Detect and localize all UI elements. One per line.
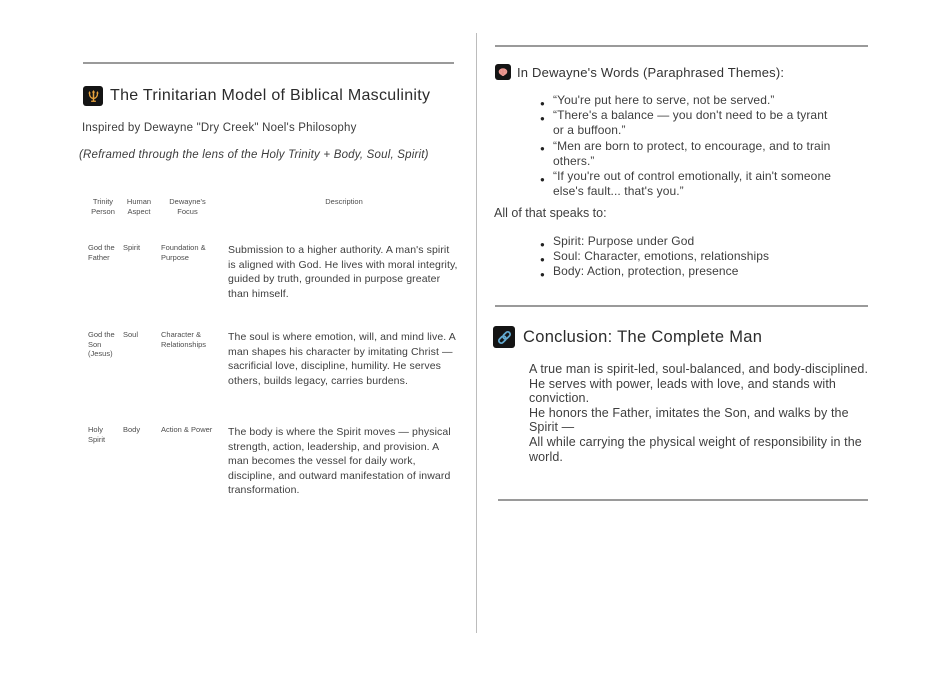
horizontal-rule [495,45,868,47]
conclusion-line: He serves with power, leads with love, and stands with conviction. [529,376,836,406]
cell-trinity-person: Holy Spirit [88,425,106,444]
table-header-row [88,197,460,216]
quotes-list [495,93,835,199]
cell-dewaynes-focus: Character & Relationships [161,330,207,349]
cell-description: The soul is where emotion, will, and mind live. A man shapes his character by imitating Christ — sacrificial love, discipline, humility. He serves others, builds legacy, carries burdens. [228,331,456,387]
trident-icon [83,86,103,106]
quote-item: ● “There's a balance — you don't need to be a tyrant or a buffoon.” [495,108,835,138]
quote-item: ● “You're put here to serve, not be served.” [495,93,835,108]
column-header-human-aspect: Human Aspect [126,197,152,216]
column-divider [476,33,477,633]
page-title: The Trinitarian Model of Biblical Masculinity [110,87,431,104]
cell-human-aspect: Spirit [123,243,141,252]
cell-description: Submission to a higher authority. A man's spirit is aligned with God. He lives with moral integrity, guided by truth, grounded in purpose greater than himself. [228,244,458,300]
column-header-trinity-person: Trinity Person [91,197,115,216]
subtitle: Inspired by Dewayne "Dry Creek" Noel's Philosophy [82,122,357,134]
conclusion-line: A true man is spirit-led, soul-balanced, and body-disciplined. [529,362,869,376]
conclusion-line: All while carrying the physical weight of responsibility in the world. [529,434,862,464]
cell-trinity-person: God the Father [88,243,115,262]
speaks-to-item: ● Spirit: Purpose under God [495,234,835,249]
conclusion-heading-row [493,326,762,348]
column-header-description: Description [325,197,363,206]
cell-dewaynes-focus: Foundation & Purpose [161,243,206,262]
cell-description: The body is where the Spirit moves — physical strength, action, leadership, and provision. A man becomes the vessel for daily work, discipline, and outward manifestation of inward transformation. [228,426,451,496]
table-row [88,243,460,301]
cell-trinity-person: God the Son (Jesus) [88,330,115,358]
speaks-to-list [495,234,835,280]
horizontal-rule [83,62,454,64]
brain-icon [495,64,511,80]
page-title-row [83,86,430,106]
cell-dewaynes-focus: Action & Power [161,425,213,434]
conclusion-heading: Conclusion: The Complete Man [523,327,763,346]
words-heading-row [495,64,784,80]
horizontal-rule [495,305,868,307]
speaks-intro: All of that speaks to: [494,206,607,220]
table-row [88,330,460,388]
quote-item: ● “Men are born to protect, to encourage, and to train others.” [495,139,835,169]
cell-human-aspect: Soul [123,330,139,339]
conclusion-line: He honors the Father, imitates the Son, and walks by the Spirit — [529,405,849,435]
reframed-note: (Reframed through the lens of the Holy Trinity + Body, Soul, Spirit) [79,149,429,161]
link-icon [493,326,515,348]
table-row [88,425,460,498]
quote-item: ● “If you're out of control emotionally, it ain't someone else's fault... that's you.” [495,169,835,199]
conclusion-body [529,362,869,464]
speaks-to-item: ● Body: Action, protection, presence [495,264,835,279]
horizontal-rule [498,499,868,501]
words-heading: In Dewayne's Words (Paraphrased Themes): [517,64,785,80]
cell-human-aspect: Body [123,425,141,434]
speaks-to-item: ● Soul: Character, emotions, relationships [495,249,835,264]
column-header-dewaynes-focus: Dewayne's Focus [169,197,206,216]
